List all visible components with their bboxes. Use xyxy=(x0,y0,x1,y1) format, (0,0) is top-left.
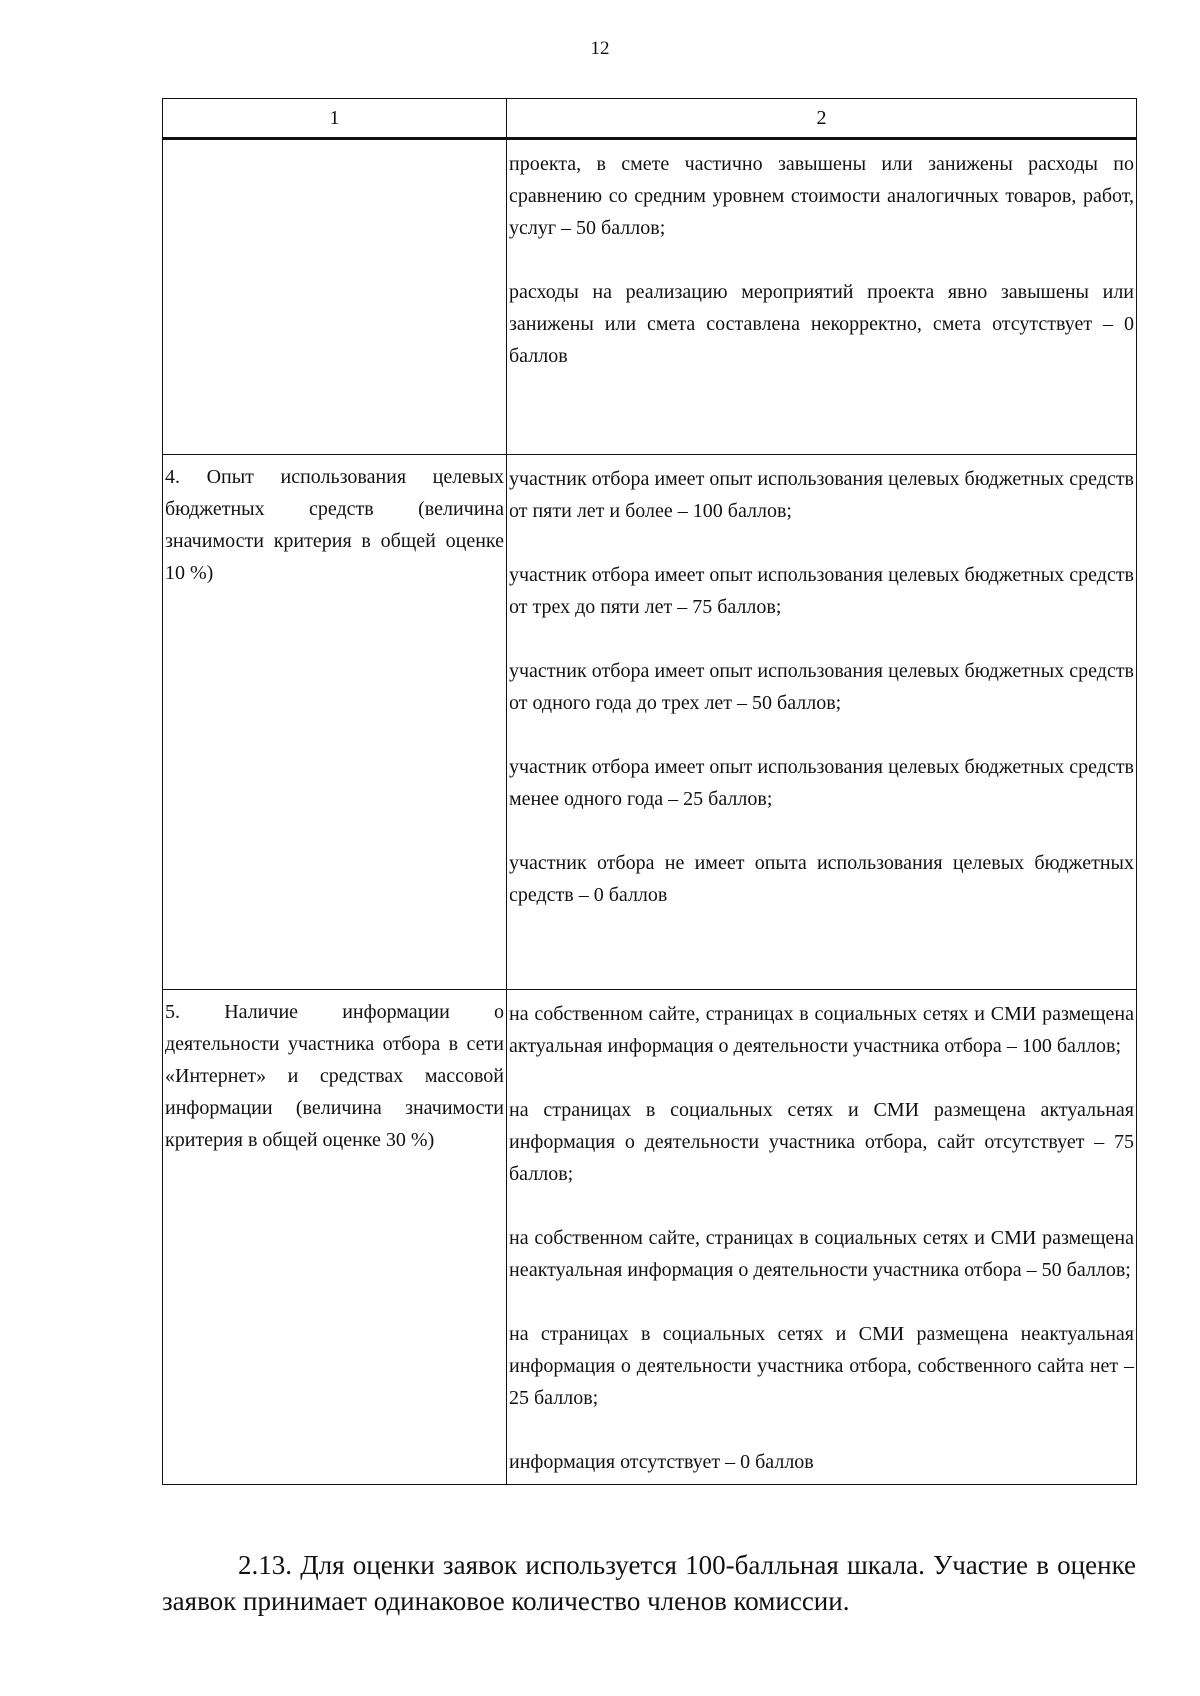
score-option: участник отбора не имеет опыта использования целевых бюджетных средств – 0 баллов xyxy=(509,852,1134,906)
score-option: участник отбора имеет опыт использования целевых бюджетных средств менее одного года – 25 баллов; xyxy=(509,756,1134,810)
score-option: информация отсутствует – 0 баллов xyxy=(509,1451,814,1473)
table-row xyxy=(163,990,1137,1485)
table-row xyxy=(163,455,1137,990)
criteria-table xyxy=(162,98,1137,1485)
score-cell xyxy=(507,139,1137,455)
table-header-row xyxy=(163,99,1137,139)
page-number: 12 xyxy=(590,38,610,59)
score-option: на собственном сайте, страницах в социальных сетях и СМИ размещена неактуальная информация о деятельности участника отбора – 50 баллов; xyxy=(509,1227,1134,1281)
table-row xyxy=(163,139,1137,455)
score-cell xyxy=(507,455,1137,990)
score-option: на страницах в социальных сетях и СМИ размещена актуальная информация о деятельности участника отбора, сайт отсутствует – 75 баллов; xyxy=(509,1099,1134,1185)
score-cell xyxy=(507,990,1137,1485)
criterion-cell: 4. Опыт использования целевых бюджетных средств (величина значимости критерия в общей оценке 10 %) xyxy=(163,455,507,990)
score-option: на страницах в социальных сетях и СМИ размещена неактуальная информация о деятельности участника отбора, собственного сайта нет – 25 баллов; xyxy=(509,1323,1134,1409)
criterion-cell: 5. Наличие информации о деятельности участника отбора в сети «Интернет» и средствах массовой информации (величина значимости критерия в общей оценке 30 %) xyxy=(163,990,507,1485)
score-option: участник отбора имеет опыт использования целевых бюджетных средств от трех до пяти лет – 75 баллов; xyxy=(509,564,1134,618)
column-header-1: 1 xyxy=(163,99,507,139)
score-option: участник отбора имеет опыт использования целевых бюджетных средств от одного года до трех лет – 50 баллов; xyxy=(509,660,1134,714)
score-option: участник отбора имеет опыт использования целевых бюджетных средств от пяти лет и более – 100 баллов; xyxy=(509,468,1134,522)
column-header-2: 2 xyxy=(507,99,1137,139)
score-option: расходы на реализацию мероприятий проекта явно завышены или занижены или смета составлена некорректно, смета отсутствует – 0 баллов xyxy=(509,281,1134,367)
score-option: проекта, в смете частично завышены или занижены расходы по сравнению со средним уровнем стоимости аналогичных товаров, работ, услуг – 50 баллов; xyxy=(509,153,1134,239)
paragraph-2-13: 2.13. Для оценки заявок используется 100-балльная шкала. Участие в оценке заявок принимает одинаковое количество членов комиссии. xyxy=(162,1550,1136,1616)
criterion-cell xyxy=(163,139,507,455)
score-option: на собственном сайте, страницах в социальных сетях и СМИ размещена актуальная информация о деятельности участника отбора – 100 баллов; xyxy=(509,1003,1134,1057)
